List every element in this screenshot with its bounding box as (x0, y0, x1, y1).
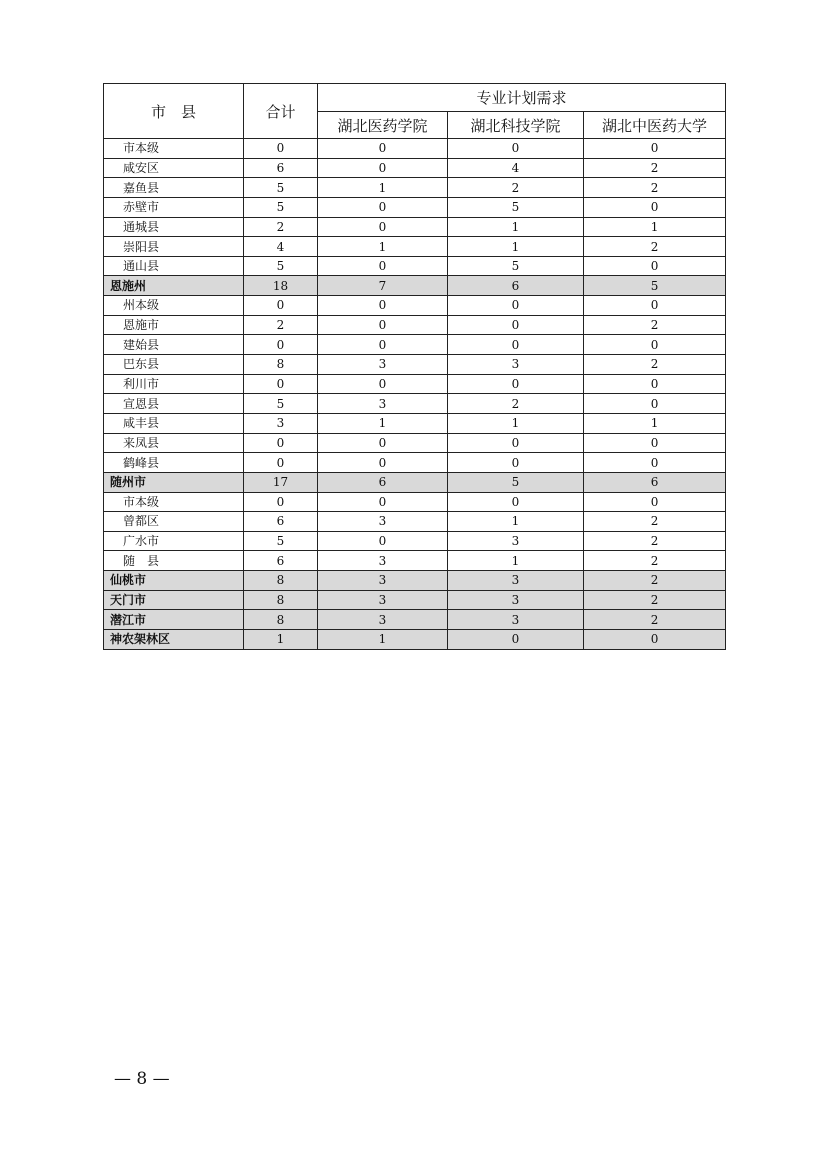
cell-col2: 3 (448, 531, 584, 551)
cell-name: 崇阳县 (104, 237, 244, 257)
cell-col3: 1 (584, 413, 726, 433)
header-group: 专业计划需求 (318, 84, 726, 112)
cell-col1: 3 (318, 394, 448, 414)
cell-col2: 0 (448, 453, 584, 473)
table-body (104, 139, 726, 650)
cell-total: 0 (244, 433, 318, 453)
cell-col1: 1 (318, 630, 448, 650)
table-row-city (104, 571, 726, 591)
cell-total: 5 (244, 256, 318, 276)
cell-col1: 0 (318, 335, 448, 355)
cell-col3: 0 (584, 335, 726, 355)
table-row-city (104, 472, 726, 492)
cell-name: 嘉鱼县 (104, 178, 244, 198)
cell-total: 0 (244, 492, 318, 512)
cell-col1: 0 (318, 256, 448, 276)
cell-name: 利川市 (104, 374, 244, 394)
cell-name: 通山县 (104, 256, 244, 276)
cell-col3: 0 (584, 139, 726, 159)
cell-total: 5 (244, 197, 318, 217)
cell-col1: 0 (318, 197, 448, 217)
cell-col2: 3 (448, 571, 584, 591)
cell-total: 0 (244, 374, 318, 394)
table-row (104, 217, 726, 237)
cell-name: 曾都区 (104, 512, 244, 532)
header-col2: 湖北科技学院 (448, 112, 584, 139)
table-row (104, 531, 726, 551)
cell-name: 咸安区 (104, 158, 244, 178)
cell-total: 0 (244, 335, 318, 355)
cell-col1: 0 (318, 433, 448, 453)
cell-col2: 1 (448, 217, 584, 237)
cell-col3: 0 (584, 630, 726, 650)
cell-total: 3 (244, 413, 318, 433)
cell-name: 随州市 (104, 472, 244, 492)
table-row (104, 178, 726, 198)
cell-col1: 1 (318, 413, 448, 433)
cell-col2: 4 (448, 158, 584, 178)
cell-name: 鹤峰县 (104, 453, 244, 473)
cell-col2: 6 (448, 276, 584, 296)
table-row (104, 374, 726, 394)
table-row (104, 453, 726, 473)
cell-col3: 6 (584, 472, 726, 492)
cell-total: 0 (244, 453, 318, 473)
plan-table (103, 83, 726, 650)
cell-name: 市本级 (104, 492, 244, 512)
table-row (104, 335, 726, 355)
cell-total: 0 (244, 139, 318, 159)
cell-name: 赤壁市 (104, 197, 244, 217)
cell-total: 6 (244, 551, 318, 571)
cell-col3: 2 (584, 178, 726, 198)
cell-col2: 5 (448, 256, 584, 276)
cell-name: 咸丰县 (104, 413, 244, 433)
table-row (104, 139, 726, 159)
cell-name: 州本级 (104, 296, 244, 316)
cell-total: 5 (244, 178, 318, 198)
cell-col3: 0 (584, 197, 726, 217)
cell-col2: 0 (448, 492, 584, 512)
cell-name: 仙桃市 (104, 571, 244, 591)
cell-col3: 2 (584, 237, 726, 257)
cell-col2: 0 (448, 374, 584, 394)
cell-col1: 1 (318, 237, 448, 257)
cell-name: 通城县 (104, 217, 244, 237)
cell-col1: 7 (318, 276, 448, 296)
cell-col2: 1 (448, 413, 584, 433)
cell-col2: 3 (448, 590, 584, 610)
cell-col3: 2 (584, 158, 726, 178)
header-total: 合计 (244, 84, 318, 139)
cell-name: 潜江市 (104, 610, 244, 630)
cell-col2: 2 (448, 394, 584, 414)
cell-name: 恩施市 (104, 315, 244, 335)
table-row-city (104, 610, 726, 630)
cell-name: 建始县 (104, 335, 244, 355)
cell-col3: 0 (584, 296, 726, 316)
page-number: — 8 — (114, 1069, 170, 1089)
table-row (104, 355, 726, 375)
cell-total: 5 (244, 394, 318, 414)
cell-col2: 2 (448, 178, 584, 198)
table-row-city (104, 590, 726, 610)
cell-col3: 2 (584, 610, 726, 630)
cell-total: 6 (244, 158, 318, 178)
cell-col3: 2 (584, 355, 726, 375)
table-row (104, 296, 726, 316)
cell-name: 神农架林区 (104, 630, 244, 650)
cell-total: 8 (244, 571, 318, 591)
cell-name: 来凤县 (104, 433, 244, 453)
cell-total: 8 (244, 355, 318, 375)
cell-col2: 3 (448, 355, 584, 375)
cell-total: 0 (244, 296, 318, 316)
cell-col1: 0 (318, 139, 448, 159)
cell-name: 随 县 (104, 551, 244, 571)
cell-total: 17 (244, 472, 318, 492)
cell-col2: 0 (448, 630, 584, 650)
cell-col2: 1 (448, 512, 584, 532)
cell-col2: 0 (448, 139, 584, 159)
cell-col1: 3 (318, 610, 448, 630)
cell-col2: 0 (448, 335, 584, 355)
header-col1: 湖北医药学院 (318, 112, 448, 139)
cell-col3: 2 (584, 590, 726, 610)
cell-total: 18 (244, 276, 318, 296)
cell-col1: 3 (318, 571, 448, 591)
cell-name: 宣恩县 (104, 394, 244, 414)
cell-name: 市本级 (104, 139, 244, 159)
cell-col2: 1 (448, 551, 584, 571)
cell-col1: 0 (318, 492, 448, 512)
cell-col2: 0 (448, 296, 584, 316)
cell-col3: 2 (584, 512, 726, 532)
cell-col3: 0 (584, 453, 726, 473)
cell-col1: 0 (318, 531, 448, 551)
header-col3: 湖北中医药大学 (584, 112, 726, 139)
cell-name: 天门市 (104, 590, 244, 610)
table-row (104, 492, 726, 512)
cell-name: 巴东县 (104, 355, 244, 375)
table-row-city (104, 276, 726, 296)
cell-total: 5 (244, 531, 318, 551)
cell-col1: 0 (318, 453, 448, 473)
cell-col3: 0 (584, 433, 726, 453)
cell-total: 2 (244, 315, 318, 335)
cell-col1: 0 (318, 315, 448, 335)
cell-col2: 0 (448, 433, 584, 453)
cell-col1: 0 (318, 296, 448, 316)
table-row (104, 197, 726, 217)
cell-total: 2 (244, 217, 318, 237)
cell-col1: 0 (318, 374, 448, 394)
cell-col1: 0 (318, 158, 448, 178)
cell-total: 1 (244, 630, 318, 650)
cell-col3: 2 (584, 571, 726, 591)
cell-name: 恩施州 (104, 276, 244, 296)
cell-col3: 0 (584, 492, 726, 512)
table-row (104, 512, 726, 532)
cell-col2: 5 (448, 472, 584, 492)
cell-col3: 0 (584, 394, 726, 414)
cell-col1: 6 (318, 472, 448, 492)
cell-col1: 1 (318, 178, 448, 198)
cell-col3: 2 (584, 551, 726, 571)
table-row-city (104, 630, 726, 650)
cell-col2: 3 (448, 610, 584, 630)
table-row (104, 237, 726, 257)
cell-col3: 2 (584, 531, 726, 551)
cell-total: 6 (244, 512, 318, 532)
cell-name: 广水市 (104, 531, 244, 551)
cell-col1: 3 (318, 551, 448, 571)
cell-col3: 0 (584, 374, 726, 394)
table-row (104, 158, 726, 178)
cell-col1: 3 (318, 355, 448, 375)
cell-col2: 0 (448, 315, 584, 335)
table-row (104, 394, 726, 414)
cell-total: 4 (244, 237, 318, 257)
cell-col3: 5 (584, 276, 726, 296)
cell-col3: 0 (584, 256, 726, 276)
table-row (104, 433, 726, 453)
cell-col1: 3 (318, 512, 448, 532)
cell-col3: 1 (584, 217, 726, 237)
table-row (104, 256, 726, 276)
table-row (104, 413, 726, 433)
table-row (104, 551, 726, 571)
cell-col2: 1 (448, 237, 584, 257)
cell-total: 8 (244, 610, 318, 630)
cell-col3: 2 (584, 315, 726, 335)
header-region: 市 县 (104, 84, 244, 139)
cell-total: 8 (244, 590, 318, 610)
table-row (104, 315, 726, 335)
table-header (104, 84, 726, 139)
cell-col1: 3 (318, 590, 448, 610)
cell-col2: 5 (448, 197, 584, 217)
cell-col1: 0 (318, 217, 448, 237)
